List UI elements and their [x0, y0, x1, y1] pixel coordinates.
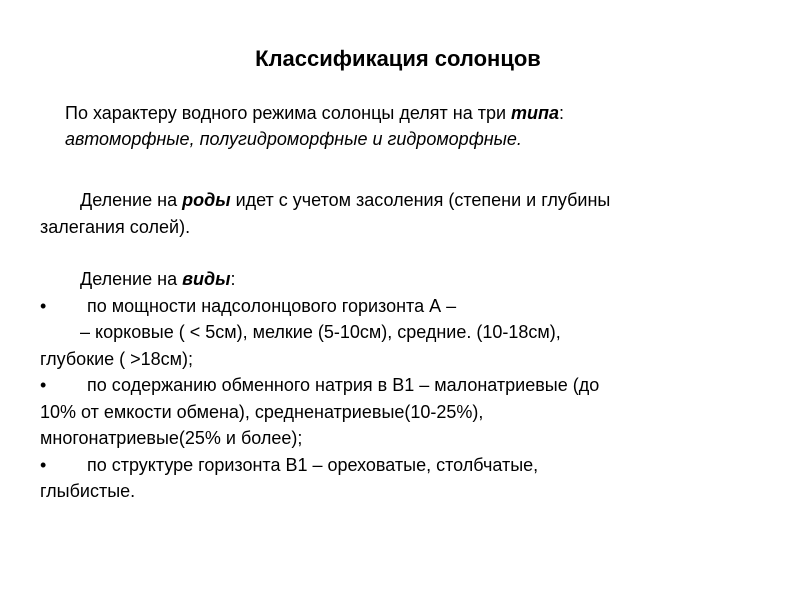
body-text [40, 187, 770, 505]
intro-line-1 [65, 100, 785, 126]
species-heading [40, 266, 770, 293]
bullet-3 [40, 452, 770, 479]
genus-line-2: залегания солей). [40, 216, 191, 237]
bullet-2 [40, 372, 770, 399]
genus-after: идет с учетом засоления (степени и глубины [230, 190, 611, 210]
bullet-1-continuation-1: – корковые ( < 5см), мелкие (5-10см), средние. (10-18см), [80, 322, 561, 342]
bullet-mark: • [40, 375, 47, 395]
genus-line-1 [40, 187, 770, 214]
bullet-2-line-3: многонатриевые(25% и более); [40, 428, 303, 448]
bullet-2-line-2: 10% от емкости обмена), средненатриевые(10-25%), [40, 401, 484, 422]
bullet-3-line-2: глыбистые. [40, 481, 136, 501]
slide-title: Классификация солонцов [255, 46, 541, 71]
bullet-mark: • [40, 454, 47, 475]
species-emphasis: виды [182, 269, 231, 289]
bullet-1-continuation-2: глубокие ( >18см); [40, 348, 194, 369]
intro-emphasis-type: типа [511, 103, 560, 123]
bullet-2-text: по содержанию обменного натрия в В1 – малонатриевые (до [87, 375, 600, 395]
intro-text-after: : [559, 103, 565, 123]
intro-paragraph [65, 100, 785, 152]
genus-emphasis: роды [182, 190, 231, 210]
intro-text-before: По характеру водного режима солонцы делят на три [65, 103, 512, 123]
spacer [40, 240, 770, 266]
bullet-3-text: по структуре горизонта В1 – ореховатые, столбчатые, [87, 454, 539, 475]
bullet-1-text: по мощности надсолонцового горизонта А – [87, 295, 457, 316]
bullet-mark: • [40, 295, 47, 316]
genus-before: Деление на [80, 190, 183, 210]
bullet-1 [40, 293, 770, 320]
species-before: Деление на [80, 269, 183, 289]
intro-types-line: автоморфные, полугидроморфные и гидроморфные. [65, 129, 522, 149]
species-after: : [230, 269, 236, 289]
